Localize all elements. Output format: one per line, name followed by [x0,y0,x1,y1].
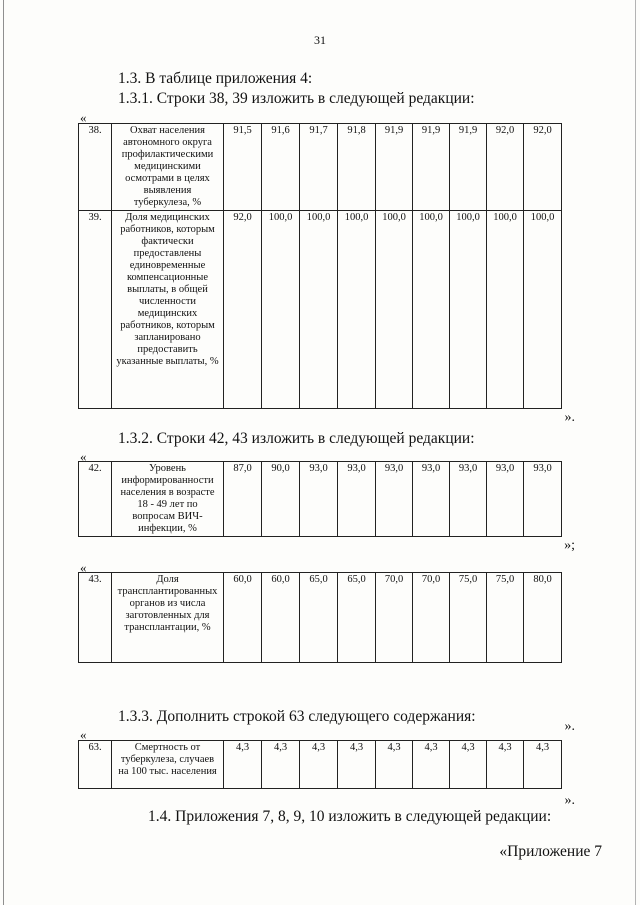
value-cell: 4,3 [413,741,450,789]
indicator-description: Смертность от туберкулеза, случаев на 100 тыс. населения [112,741,224,789]
value-cell: 91,9 [376,124,413,211]
indicator-description: Доля трансплантированных органов из числа заготовленных для трансплантации, % [112,573,224,663]
value-cell: 4,3 [262,741,300,789]
appendix-7-reference: «Приложение 7 [499,843,602,860]
value-cell: 4,3 [487,741,524,789]
value-cell: 93,0 [450,462,487,537]
heading-1-4: 1.4. Приложения 7, 8, 9, 10 изложить в следующей редакции: [148,808,552,825]
row-number: 63. [79,741,112,789]
value-cell: 65,0 [300,573,338,663]
value-cell: 75,0 [450,573,487,663]
table-row [79,741,562,789]
page-edge-right [635,0,636,905]
table-row-63 [78,740,562,789]
indicator-description: Доля медицинских работников, которым фактически предоставлены единовременные компенсационные выплаты, в общей численности медицинских работников, которым запланировано предоставить указанные выплаты, % [112,211,224,409]
row-number: 42. [79,462,112,537]
value-cell: 92,0 [524,124,562,211]
value-cell: 93,0 [338,462,376,537]
value-cell: 70,0 [376,573,413,663]
value-cell: 93,0 [376,462,413,537]
close-quote-2: »; [564,538,575,553]
close-quote-1: ». [564,410,575,425]
open-quote-3: « [80,560,87,575]
value-cell: 93,0 [300,462,338,537]
value-cell: 90,0 [262,462,300,537]
value-cell: 4,3 [300,741,338,789]
table-rows-38-39 [78,123,562,409]
value-cell: 100,0 [487,211,524,409]
close-quote-3: ». [564,719,575,734]
value-cell: 100,0 [376,211,413,409]
value-cell: 4,3 [524,741,562,789]
row-number: 39. [79,211,112,409]
value-cell: 100,0 [524,211,562,409]
value-cell: 100,0 [262,211,300,409]
close-quote-4: ». [564,793,575,808]
value-cell: 100,0 [413,211,450,409]
value-cell: 70,0 [413,573,450,663]
value-cell: 91,9 [413,124,450,211]
value-cell: 87,0 [224,462,262,537]
value-cell: 91,8 [338,124,376,211]
page-edge-left [3,0,4,905]
value-cell: 4,3 [224,741,262,789]
indicator-description: Охват населения автономного округа профилактическими медицинскими осмотрами в целях выявления туберкулеза, % [112,124,224,211]
value-cell: 4,3 [376,741,413,789]
value-cell: 91,6 [262,124,300,211]
table-row [79,573,562,663]
value-cell: 100,0 [450,211,487,409]
row-number: 38. [79,124,112,211]
table-row [79,211,562,409]
value-cell: 91,5 [224,124,262,211]
heading-1-3-3: 1.3.3. Дополнить строкой 63 следующего содержания: [118,708,476,725]
heading-1-3-2: 1.3.2. Строки 42, 43 изложить в следующей редакции: [118,430,475,447]
table-row [79,462,562,537]
value-cell: 80,0 [524,573,562,663]
page-number: 31 [314,33,326,47]
heading-1-3: 1.3. В таблице приложения 4: [118,70,313,87]
value-cell: 91,9 [450,124,487,211]
value-cell: 100,0 [300,211,338,409]
value-cell: 92,0 [487,124,524,211]
indicator-description: Уровень информированности населения в возрасте 18 - 49 лет по вопросам ВИЧ-инфекции, % [112,462,224,537]
open-quote-4: « [80,727,87,742]
open-quote-1: « [80,110,87,125]
value-cell: 75,0 [487,573,524,663]
table-row-43 [78,572,562,663]
value-cell: 93,0 [413,462,450,537]
value-cell: 93,0 [487,462,524,537]
value-cell: 4,3 [450,741,487,789]
row-number: 43. [79,573,112,663]
table-row [79,124,562,211]
value-cell: 92,0 [224,211,262,409]
value-cell: 93,0 [524,462,562,537]
value-cell: 91,7 [300,124,338,211]
value-cell: 65,0 [338,573,376,663]
value-cell: 60,0 [262,573,300,663]
table-row-42 [78,461,562,537]
heading-1-3-1: 1.3.1. Строки 38, 39 изложить в следующей редакции: [118,90,475,107]
value-cell: 4,3 [338,741,376,789]
value-cell: 100,0 [338,211,376,409]
open-quote-2: « [80,449,87,464]
value-cell: 60,0 [224,573,262,663]
